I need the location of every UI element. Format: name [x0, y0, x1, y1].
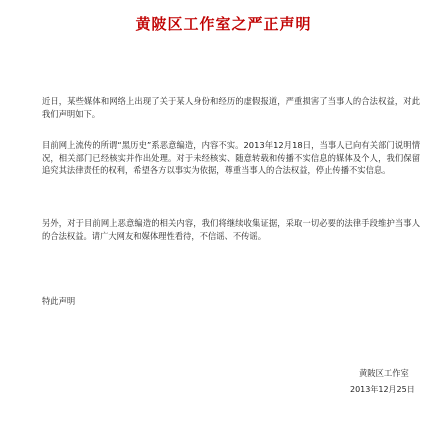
closing-text: 特此声明 [42, 296, 76, 306]
paragraph-2: 目前网上流传的所谓“黑历史”系恶意编造，内容不实。2013年12月18日，当事人已向有关部门说明情况，相关部门已经核实并作出处理。对于未经核实、随意转载和传播不实信息的媒体及个人，我们保留追究其法律责任的权利，希望各方以事实为依据，尊重当事人的合法权益，停止传播不实信息。 [42, 140, 420, 176]
paragraph-3: 另外，对于目前网上恶意编造的相关内容，我们将继续收集证据，采取一切必要的法律手段维护当事人的合法权益。请广大网友和媒体理性看待，不信谣、不传谣。 [42, 218, 420, 241]
signature-organization: 黄陂区工作室 [359, 368, 409, 378]
paragraph-1: 近日，某些媒体和网络上出现了关于某人身份和经历的虚假报道，严重损害了当事人的合法权益，对此我们声明如下。 [42, 96, 420, 119]
document-title: 黄陂区工作室之严正声明 [135, 15, 312, 33]
signature-date: 2013年12月25日 [350, 385, 415, 394]
